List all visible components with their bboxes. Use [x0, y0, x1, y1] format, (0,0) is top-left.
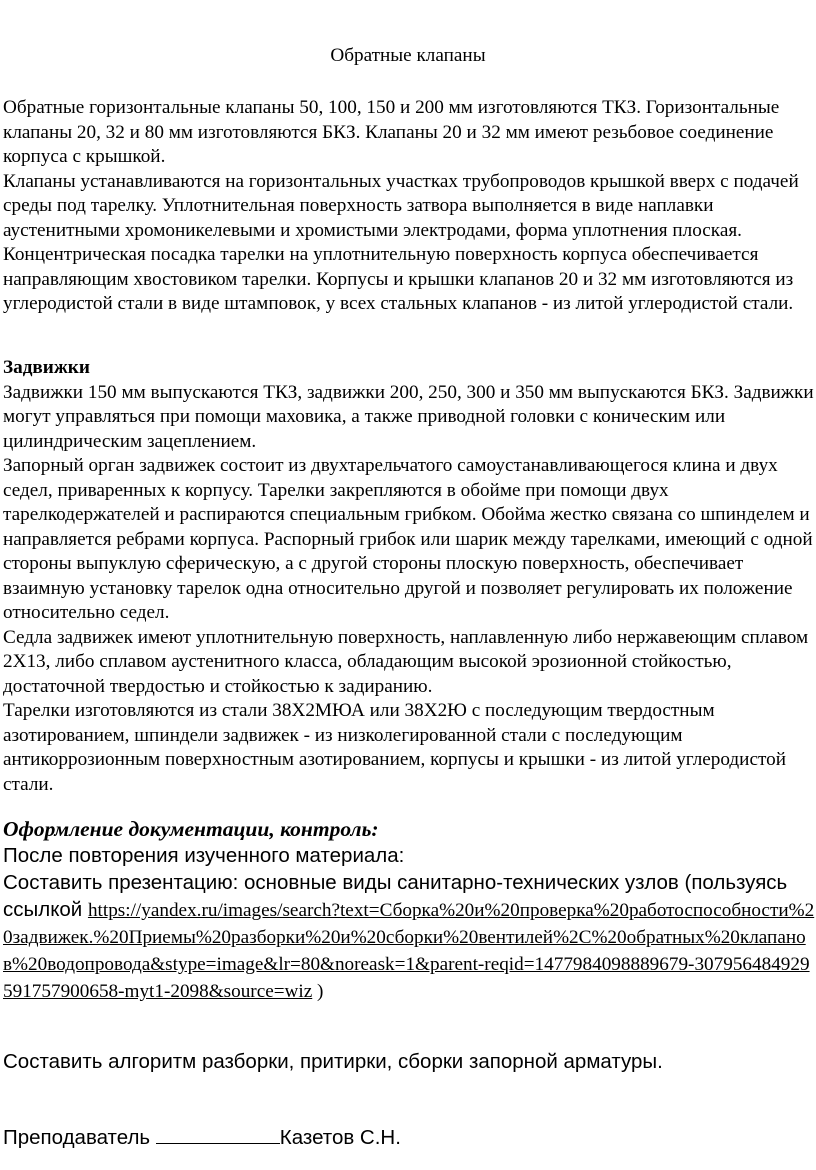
yandex-images-link[interactable]: https://yandex.ru/images/search?text=Сборка%20и%20проверка%20работоспособности%20задвижек.%20Приемы%20разборки%20и%20сборки%20вентилей%2C%20обратных%20клапанов%20водопровода&stype=image&lr=80&noreask=1&parent-reqid=1477984098889679-307956484929591757900658-myt1-2098&source=wiz: [3, 900, 815, 1002]
assignment-heading: Оформление документации, контроль:: [3, 817, 379, 841]
valves-paragraph-1: Обратные горизонтальные клапаны 50, 100, 150 и 200 мм изготовляются ТКЗ. Горизонтальные клапаны 20, 32 и 80 мм изготовляются БКЗ. Клапаны 20 и 32 мм имеют резьбовое соединение корпуса с крышкой.: [3, 97, 780, 167]
gate-valves-heading: Задвижки: [3, 357, 90, 378]
teacher-signature-line: [3, 1124, 816, 1151]
signature-blank: [156, 1125, 280, 1144]
assignment-section: [3, 816, 816, 1005]
page-title: Обратные клапаны: [330, 45, 486, 66]
link-suffix: ): [312, 981, 324, 1002]
assignment-link-paragraph: [3, 896, 816, 1005]
gate-paragraph-1: Задвижки 150 мм выпускаются ТКЗ, задвижки 200, 250, 300 и 350 мм выпускаются БКЗ. Задвижки могут управляться при помощи маховика, а также приводной головки с коническим или цилиндрическим зацеплением.: [3, 381, 814, 452]
gate-paragraph-4: Тарелки изготовляются из стали 38Х2МЮА или 38Х2Ю с последующим твердостным азотированием, шпиндели задвижек - из низколегированной стали с последующим антикоррозионным поверхностным азотированием, корпусы и крышки - из литой углеродистой стали.: [3, 700, 786, 795]
assignment-line-1: После повторения изученного материала:: [3, 844, 405, 867]
gate-valves-section: [3, 356, 816, 797]
teacher-name: Казетов С.Н.: [279, 1126, 401, 1149]
valves-section: [3, 96, 816, 317]
assignment-line-2: Составить презентацию: основные виды санитарно-технических узлов (пользуясь: [3, 871, 788, 894]
valves-paragraph-2: Клапаны устанавливаются на горизонтальных участках трубопроводов крышкой вверх с подачей среды под тарелку. Уплотнительная поверхность затвора выполняется в виде наплавки аустенитными хромоникелевыми и хромистыми электродами, форма уплотнения плоская. Концентрическая посадка тарелки на уплотнительную поверхность корпуса обеспечивается направляющим хвостовиком тарелки. Корпусы и крышки клапанов 20 и 32 мм изготовляются из углеродистой стали в виде штамповок, у всех стальных клапанов - из литой углеродистой стали.: [3, 170, 799, 314]
teacher-label: Преподаватель: [3, 1126, 156, 1149]
link-prefix: ссылкой: [3, 898, 88, 921]
algorithm-task: Составить алгоритм разборки, притирки, сборки запорной арматуры.: [3, 1050, 663, 1073]
gate-paragraph-2: Запорный орган задвижек состоит из двухтарельчатого самоустанавливающегося клина и двух седел, приваренных к корпусу. Тарелки закрепляются в обойме при помощи двух тарелкодержателей и распираются специальным грибком. Обойма жестко связана со шпинделем и направляется ребрами корпуса. Распорный грибок или шарик между тарелками, имеющий с одной стороны выпуклую сферическую, а с другой стороны плоскую поверхность, обеспечивает взаимную установку тарелок одна относительно другой и позволяет регулировать их положение относительно седел.: [3, 455, 813, 623]
gate-paragraph-3: Седла задвижек имеют уплотнительную поверхность, наплавленную либо нержавеющим сплавом 2Х13, либо сплавом аустенитного класса, обладающим высокой эрозионной стойкостью, достаточной твердостью и стойкостью к задиранию.: [3, 626, 809, 697]
